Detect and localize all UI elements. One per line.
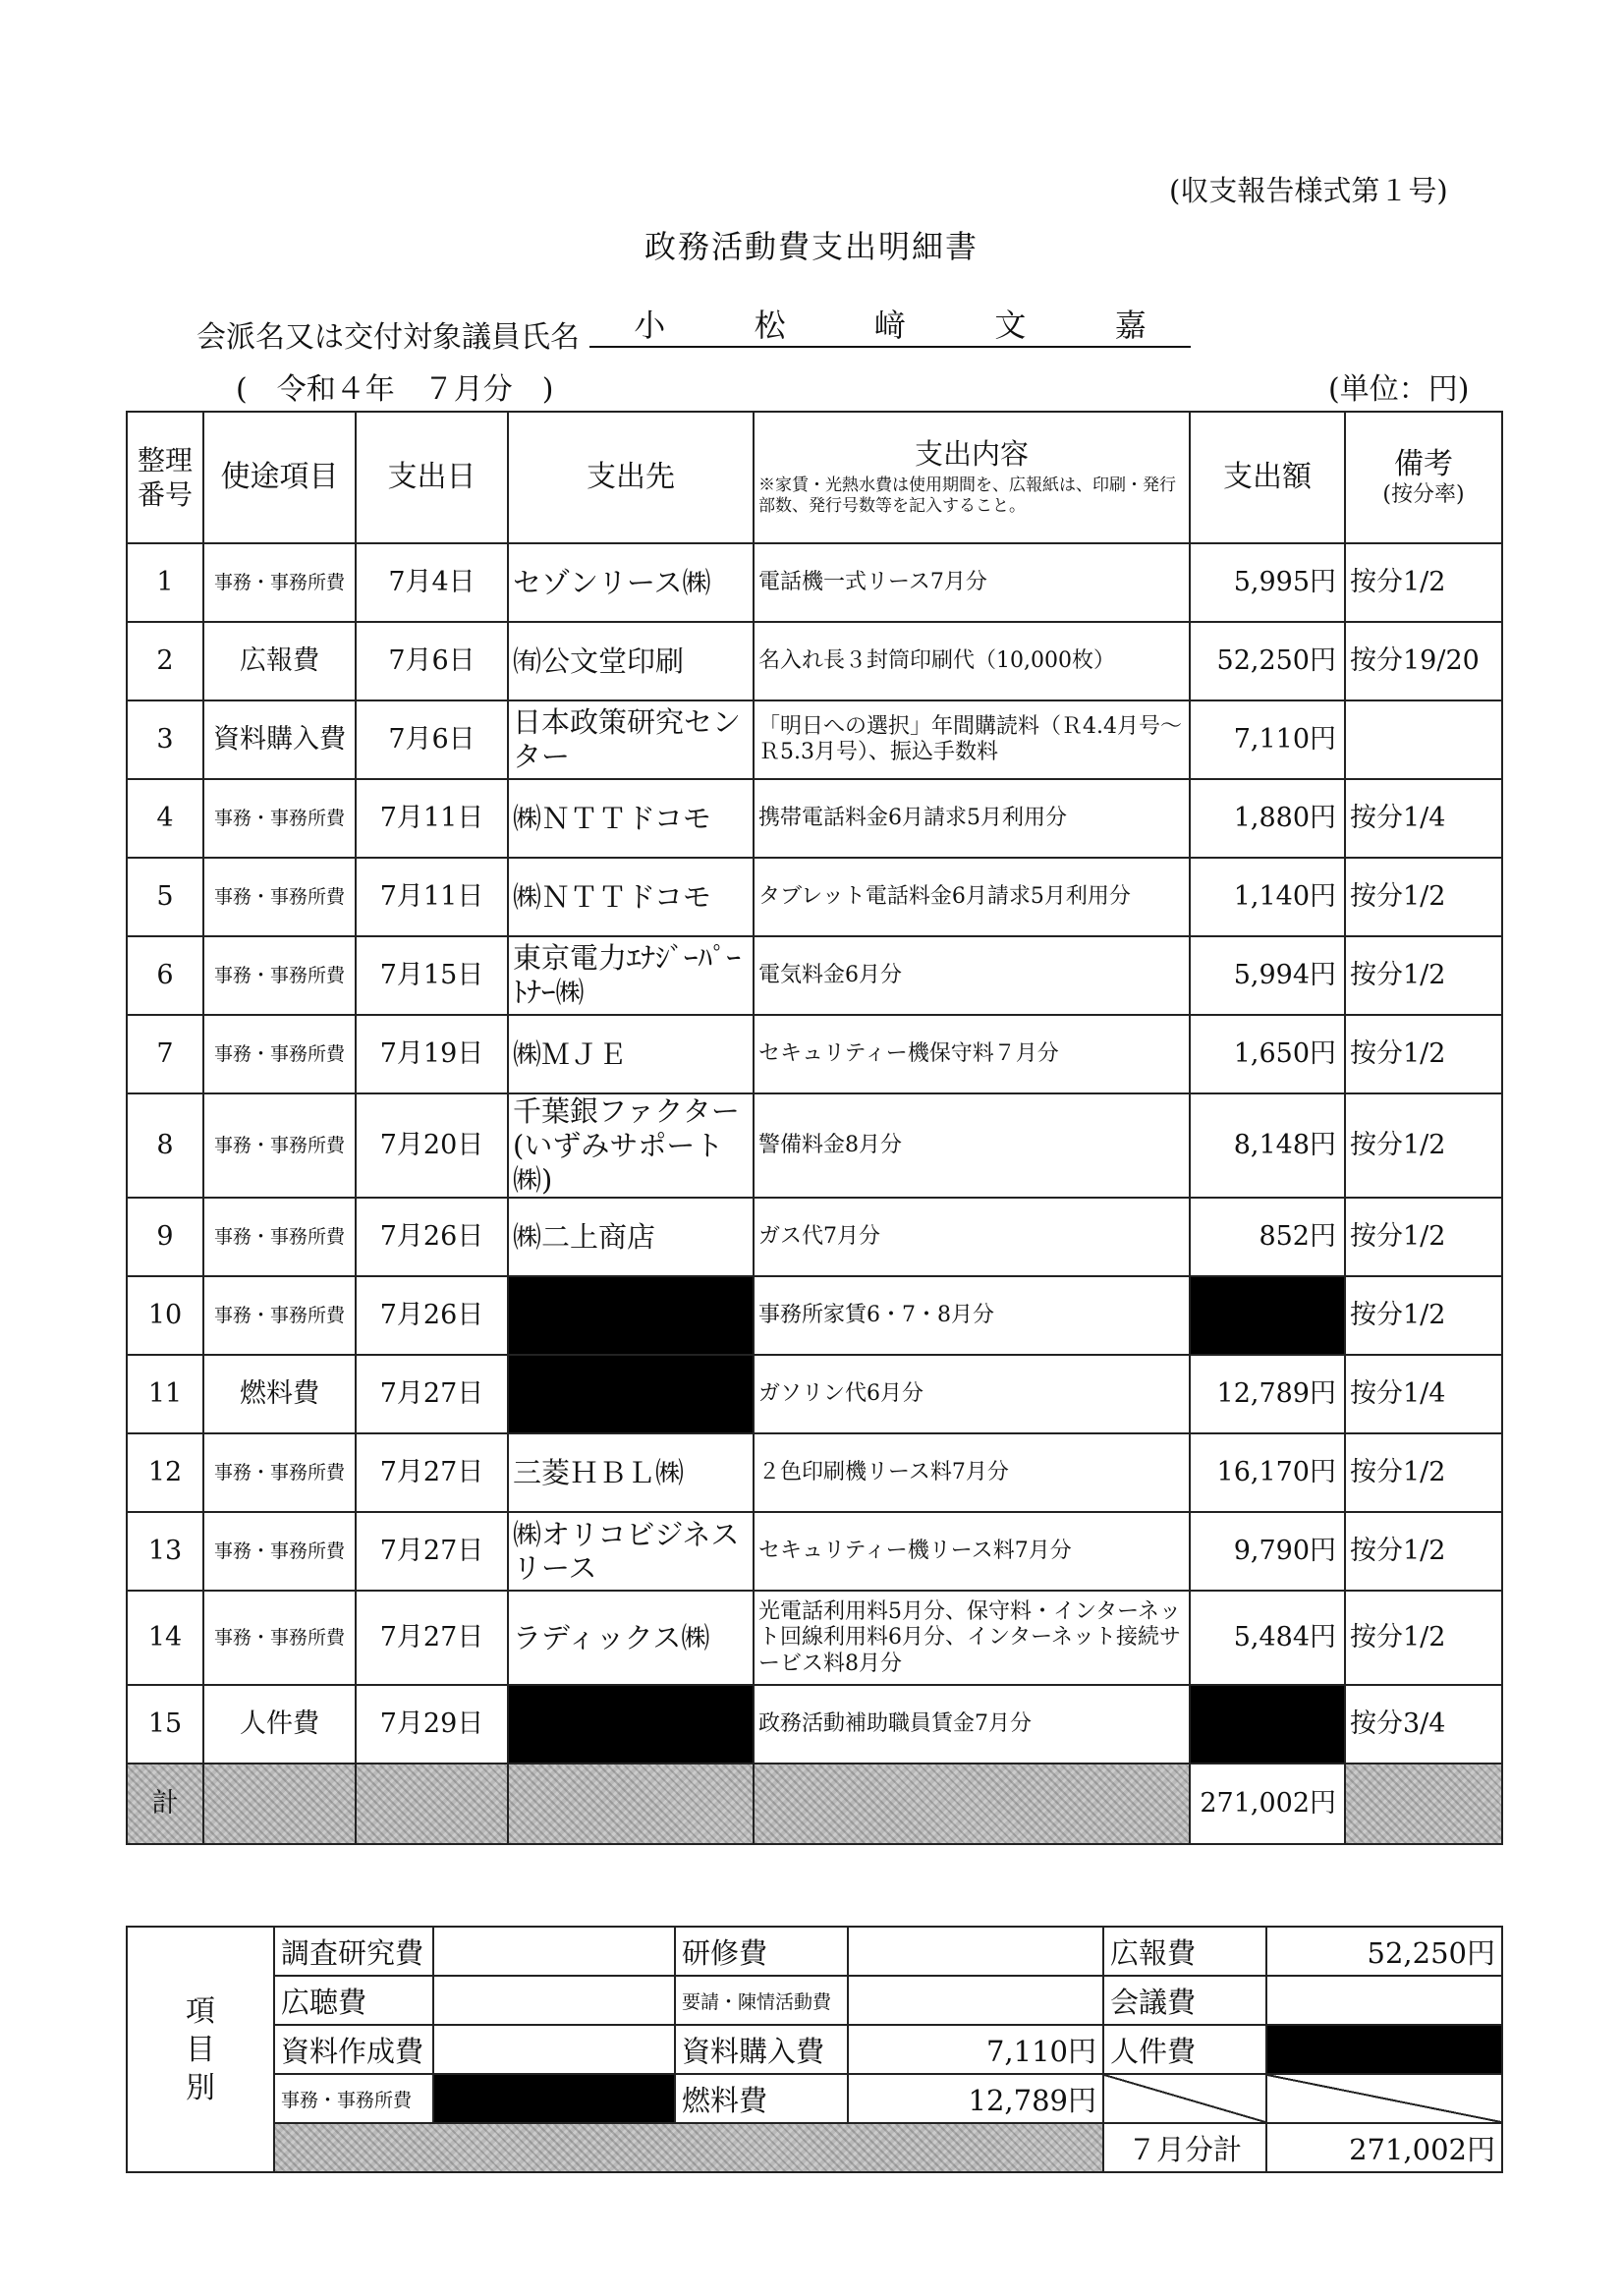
summary-label-pr: 広報費 xyxy=(1103,1927,1266,1976)
row-amount: 5,995円 xyxy=(1190,543,1345,622)
row-remarks: 按分1/2 xyxy=(1345,1512,1502,1591)
row-no: 10 xyxy=(127,1276,203,1355)
row-remarks: 按分1/2 xyxy=(1345,543,1502,622)
header-details-note: ※家賃・光熱水費は使用期間を、広報紙は、印刷・発行部数、発行号数等を記入すること。 xyxy=(758,476,1176,517)
row-amount: 852円 xyxy=(1190,1198,1345,1276)
row-category: 事務・事務所費 xyxy=(203,1591,356,1685)
table-row xyxy=(127,622,1502,700)
table-row xyxy=(127,1355,1502,1433)
row-date: 7月27日 xyxy=(356,1512,508,1591)
summary-side-label: 項目別 xyxy=(127,1927,274,2172)
row-date: 7月19日 xyxy=(356,1015,508,1093)
row-category: 人件費 xyxy=(203,1685,356,1764)
table-row xyxy=(127,1685,1502,1764)
row-details: 電話機一式リース7月分 xyxy=(754,543,1190,622)
table-row xyxy=(127,1433,1502,1512)
total-row xyxy=(127,1764,1502,1844)
row-date: 7月27日 xyxy=(356,1591,508,1685)
summary-table xyxy=(126,1926,1503,2173)
summary-label-training: 研修費 xyxy=(675,1927,848,1976)
row-details: 事務所家賃6・7・8月分 xyxy=(754,1276,1190,1355)
row-payee: ㈱ＮＴＴドコモ xyxy=(508,858,754,936)
header-details xyxy=(754,412,1190,543)
summary-value-docs-make xyxy=(433,2025,675,2074)
table-row xyxy=(127,1015,1502,1093)
row-details: 電気料金6月分 xyxy=(754,936,1190,1015)
row-category: 事務・事務所費 xyxy=(203,1512,356,1591)
row-amount: 16,170円 xyxy=(1190,1433,1345,1512)
row-details: セキュリティー機リース料7月分 xyxy=(754,1512,1190,1591)
row-category: 事務・事務所費 xyxy=(203,1015,356,1093)
unit: (単位：円) xyxy=(1328,372,1470,407)
row-no: 2 xyxy=(127,622,203,700)
summary-value-docs-buy: 7,110円 xyxy=(848,2025,1103,2074)
summary-value-pr: 52,250円 xyxy=(1266,1927,1502,1976)
row-remarks: 按分1/2 xyxy=(1345,936,1502,1015)
summary-value-hearing xyxy=(433,1976,675,2025)
row-payee: 東京電力ｴﾅｼﾞｰﾊﾟｰﾄﾅｰ㈱ xyxy=(508,936,754,1015)
redacted-amount xyxy=(1190,1685,1345,1764)
summary-label-petition: 要請・陳情活動費 xyxy=(675,1976,848,2025)
row-details: ガス代7月分 xyxy=(754,1198,1190,1276)
summary-label-docs-buy: 資料購入費 xyxy=(675,2025,848,2074)
row-no: 8 xyxy=(127,1093,203,1198)
row-date: 7月26日 xyxy=(356,1198,508,1276)
summary-label-fuel: 燃料費 xyxy=(675,2074,848,2123)
table-row xyxy=(127,936,1502,1015)
row-remarks xyxy=(1345,700,1502,779)
row-payee: ㈱ＭＪＥ xyxy=(508,1015,754,1093)
row-date: 7月4日 xyxy=(356,543,508,622)
row-no: 12 xyxy=(127,1433,203,1512)
row-remarks: 按分1/2 xyxy=(1345,1093,1502,1198)
row-details: タブレット電話料金6月請求5月利用分 xyxy=(754,858,1190,936)
table-row xyxy=(127,700,1502,779)
row-remarks: 按分1/2 xyxy=(1345,1198,1502,1276)
row-amount: 1,650円 xyxy=(1190,1015,1345,1093)
table-row xyxy=(127,858,1502,936)
row-date: 7月26日 xyxy=(356,1276,508,1355)
member-name xyxy=(589,307,1191,348)
total-label: 計 xyxy=(127,1764,203,1844)
row-category: 事務・事務所費 xyxy=(203,1093,356,1198)
row-remarks: 按分1/2 xyxy=(1345,1591,1502,1685)
summary-value-research xyxy=(433,1927,675,1976)
row-category: 事務・事務所費 xyxy=(203,1276,356,1355)
row-amount: 8,148円 xyxy=(1190,1093,1345,1198)
row-amount: 7,110円 xyxy=(1190,700,1345,779)
row-category: 広報費 xyxy=(203,622,356,700)
shaded-cell xyxy=(508,1764,754,1844)
row-date: 7月27日 xyxy=(356,1355,508,1433)
row-date: 7月20日 xyxy=(356,1093,508,1198)
summary-value-training xyxy=(848,1927,1103,1976)
row-remarks: 按分3/4 xyxy=(1345,1685,1502,1764)
row-remarks: 按分1/4 xyxy=(1345,1355,1502,1433)
row-date: 7月6日 xyxy=(356,622,508,700)
row-category: 事務・事務所費 xyxy=(203,543,356,622)
member-name-char: 﨑 xyxy=(873,307,906,344)
row-remarks: 按分1/2 xyxy=(1345,1276,1502,1355)
table-row xyxy=(127,1591,1502,1685)
row-amount: 5,994円 xyxy=(1190,936,1345,1015)
period: ( 令和４年 ７月分 ) xyxy=(236,372,554,407)
row-payee: ㈲公文堂印刷 xyxy=(508,622,754,700)
row-date: 7月29日 xyxy=(356,1685,508,1764)
member-name-char: 嘉 xyxy=(1114,307,1147,344)
row-details: セキュリティー機保守料７月分 xyxy=(754,1015,1190,1093)
row-date: 7月15日 xyxy=(356,936,508,1015)
row-date: 7月11日 xyxy=(356,858,508,936)
row-remarks: 按分1/2 xyxy=(1345,1015,1502,1093)
row-no: 11 xyxy=(127,1355,203,1433)
header-no: 整理番号 xyxy=(127,412,203,543)
expense-table xyxy=(126,411,1503,1845)
row-details: 名入れ長３封筒印刷代（10,000枚） xyxy=(754,622,1190,700)
row-category: 事務・事務所費 xyxy=(203,936,356,1015)
row-payee: セゾンリース㈱ xyxy=(508,543,754,622)
total-amount: 271,002円 xyxy=(1190,1764,1345,1844)
row-payee: ㈱オリコビジネスリース xyxy=(508,1512,754,1591)
row-no: 4 xyxy=(127,779,203,858)
row-amount: 1,140円 xyxy=(1190,858,1345,936)
header-payee: 支出先 xyxy=(508,412,754,543)
summary-label-docs-make: 資料作成費 xyxy=(274,2025,433,2074)
redacted-personnel-value xyxy=(1266,2025,1502,2074)
summary-month-total-value: 271,002円 xyxy=(1266,2123,1502,2172)
header-category: 使途項目 xyxy=(203,412,356,543)
row-remarks: 按分1/4 xyxy=(1345,779,1502,858)
table-row xyxy=(127,1093,1502,1198)
summary-value-meeting xyxy=(1266,1976,1502,2025)
header-details-title: 支出内容 xyxy=(914,437,1029,472)
row-payee: 三菱ＨＢＬ㈱ xyxy=(508,1433,754,1512)
redacted-payee xyxy=(508,1685,754,1764)
row-remarks: 按分19/20 xyxy=(1345,622,1502,700)
row-amount: 1,880円 xyxy=(1190,779,1345,858)
row-no: 6 xyxy=(127,936,203,1015)
row-payee: 日本政策研究センター xyxy=(508,700,754,779)
row-date: 7月6日 xyxy=(356,700,508,779)
row-details: 光電話利用料5月分、保守料・インターネット回線利用料6月分、インターネット接続サービス料8月分 xyxy=(754,1591,1190,1685)
table-row xyxy=(127,1512,1502,1591)
summary-value-petition xyxy=(848,1976,1103,2025)
row-remarks: 按分1/2 xyxy=(1345,858,1502,936)
header-amount: 支出額 xyxy=(1190,412,1345,543)
shaded-cell xyxy=(203,1764,356,1844)
row-details: ガソリン代6月分 xyxy=(754,1355,1190,1433)
table-row xyxy=(127,1276,1502,1355)
member-name-char: 文 xyxy=(994,307,1027,344)
row-payee: ㈱二上商店 xyxy=(508,1198,754,1276)
summary-label-meeting: 会議費 xyxy=(1103,1976,1266,2025)
row-no: 9 xyxy=(127,1198,203,1276)
summary-value-fuel: 12,789円 xyxy=(848,2074,1103,2123)
shaded-cell xyxy=(754,1764,1190,1844)
row-category: 事務・事務所費 xyxy=(203,779,356,858)
page-title: 政務活動費支出明細書 xyxy=(644,228,979,265)
row-amount: 52,250円 xyxy=(1190,622,1345,700)
row-no: 7 xyxy=(127,1015,203,1093)
diagonal-cell xyxy=(1103,2074,1266,2123)
row-payee: ラディックス㈱ xyxy=(508,1591,754,1685)
redacted-payee xyxy=(508,1355,754,1433)
member-name-char: 小 xyxy=(634,307,666,344)
row-category: 事務・事務所費 xyxy=(203,858,356,936)
row-remarks: 按分1/2 xyxy=(1345,1433,1502,1512)
row-category: 事務・事務所費 xyxy=(203,1198,356,1276)
redacted-payee xyxy=(508,1276,754,1355)
row-amount: 12,789円 xyxy=(1190,1355,1345,1433)
header-date: 支出日 xyxy=(356,412,508,543)
summary-label-office: 事務・事務所費 xyxy=(274,2074,433,2123)
table-row xyxy=(127,779,1502,858)
row-details: 「明日への選択」年間購読料（Ｒ4.4月号～Ｒ5.3月号）、振込手数料 xyxy=(754,700,1190,779)
row-no: 13 xyxy=(127,1512,203,1591)
row-details: 政務活動補助職員賃金7月分 xyxy=(754,1685,1190,1764)
row-details: 警備料金8月分 xyxy=(754,1093,1190,1198)
summary-month-total-label: ７月分計 xyxy=(1103,2123,1266,2172)
row-category: 燃料費 xyxy=(203,1355,356,1433)
row-no: 1 xyxy=(127,543,203,622)
row-no: 5 xyxy=(127,858,203,936)
summary-label-research: 調査研究費 xyxy=(274,1927,433,1976)
form-number: (収支報告様式第１号) xyxy=(1169,174,1448,207)
table-row xyxy=(127,543,1502,622)
member-label: 会派名又は交付対象議員氏名 xyxy=(196,320,580,355)
row-details: 携帯電話料金6月請求5月利用分 xyxy=(754,779,1190,858)
row-amount: 5,484円 xyxy=(1190,1591,1345,1685)
row-no: 15 xyxy=(127,1685,203,1764)
row-category: 事務・事務所費 xyxy=(203,1433,356,1512)
header-remarks-title: 備考 xyxy=(1394,446,1453,481)
header-remarks xyxy=(1345,412,1502,543)
redacted-office-value xyxy=(433,2074,675,2123)
row-date: 7月11日 xyxy=(356,779,508,858)
table-row xyxy=(127,1198,1502,1276)
summary-label-hearing: 広聴費 xyxy=(274,1976,433,2025)
diagonal-cell xyxy=(1266,2074,1502,2123)
row-details: ２色印刷機リース料7月分 xyxy=(754,1433,1190,1512)
row-payee: 千葉銀ファクター(いずみサポート㈱) xyxy=(508,1093,754,1198)
row-payee: ㈱ＮＴＴドコモ xyxy=(508,779,754,858)
member-name-char: 松 xyxy=(754,307,786,344)
shaded-cell xyxy=(1345,1764,1502,1844)
header-remarks-sub: (按分率) xyxy=(1382,481,1465,507)
summary-label-personnel: 人件費 xyxy=(1103,2025,1266,2074)
header-row xyxy=(127,412,1502,543)
row-no: 14 xyxy=(127,1591,203,1685)
row-category: 資料購入費 xyxy=(203,700,356,779)
row-date: 7月27日 xyxy=(356,1433,508,1512)
shaded-cell xyxy=(356,1764,508,1844)
shaded-cell xyxy=(274,2123,1103,2172)
row-no: 3 xyxy=(127,700,203,779)
redacted-amount xyxy=(1190,1276,1345,1355)
row-amount: 9,790円 xyxy=(1190,1512,1345,1591)
